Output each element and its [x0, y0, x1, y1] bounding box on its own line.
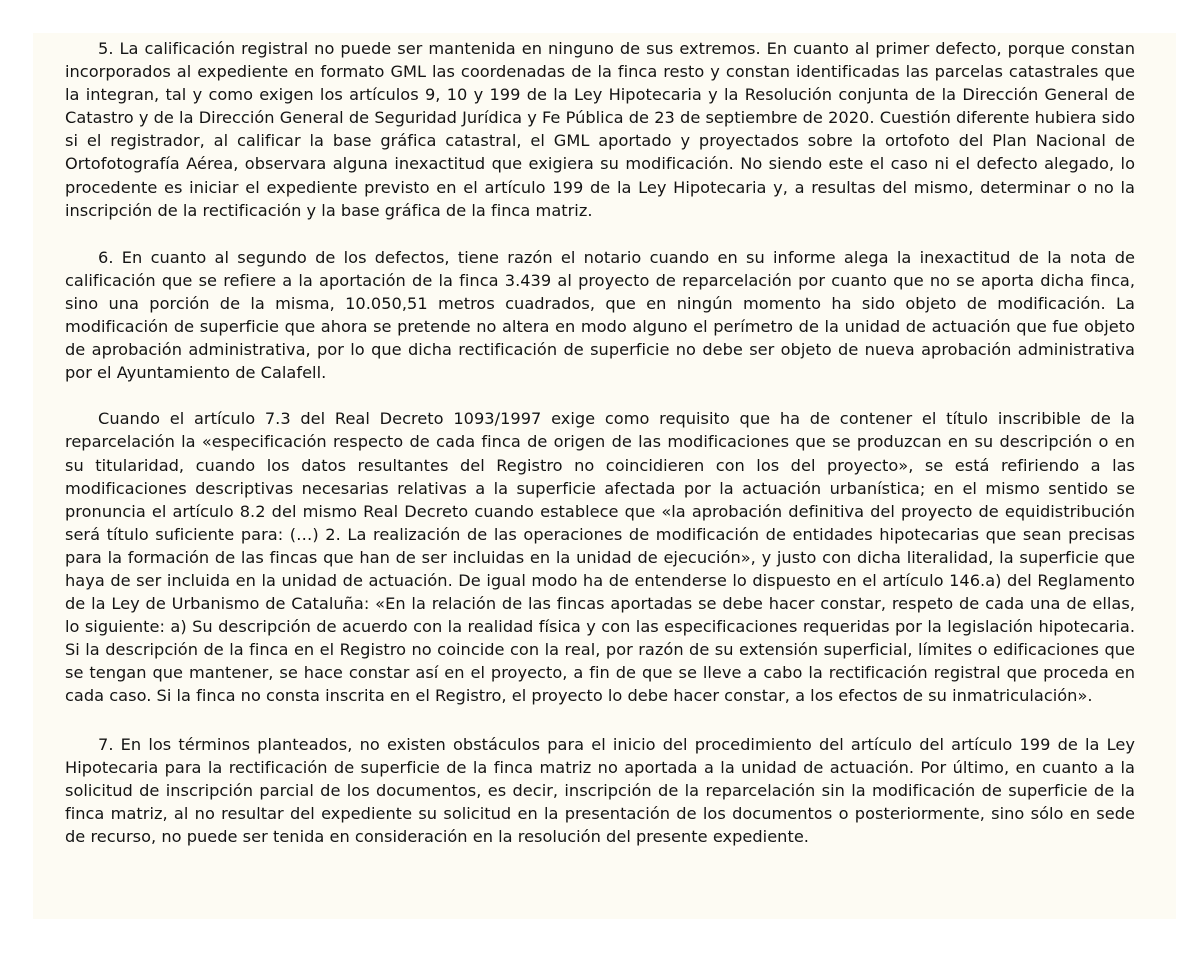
paragraph-spacer [65, 708, 1176, 733]
paragraph-6-continuation: Cuando el artículo 7.3 del Real Decreto 1093/1997 exige como requisito que ha de contener el título inscribible de la reparcelación la «especificación respecto de cada finca de origen de las modificaciones que se produzcan en su descripción o en su titularidad, cuando los datos resultantes del Registro no coincidieren con los del proyecto», se está refiriendo a las modificaciones descriptivas necesarias relativas a la superficie afectada por la actuación urbanística; en el mismo sentido se pronuncia el artículo 8.2 del mismo Real Decreto cuando establece que «la aprobación definitiva del proyecto de equidistribución será título suficiente para: (…) 2. La realización de las operaciones de modificación de entidades hipotecarias que sean precisas para la formación de las fincas que han de ser incluidas en la unidad de ejecución», y justo con dicha literalidad, la superficie que haya de ser incluida en la unidad de actuación. De igual modo ha de entenderse lo dispuesto en el artículo 146.a) del Reglamento de la Ley de Urbanismo de Cataluña: «En la relación de las fincas aportadas se debe hacer constar, respeto de cada una de ellas, lo siguiente: a) Su descripción de acuerdo con la realidad física y con las especificaciones requeridas por la legislación hipotecaria. Si la descripción de la finca en el Registro no coincide con la real, por razón de su extensión superficial, límites o edificaciones que se tengan que mantener, se hace constar así en el proyecto, a fin de que se lleve a cabo la rectificación registral que proceda en cada caso. Si la finca no consta inscrita en el Registro, el proyecto lo debe hacer constar, a los efectos de su inmatriculación». [65, 409, 1135, 706]
paragraph-spacer [65, 384, 1176, 407]
document-page [33, 33, 1176, 919]
paragraph-7: 7. En los términos planteados, no existen obstáculos para el inicio del procedimiento del artículo del artículo 199 de la Ley Hipotecaria para la rectificación de superficie de la finca matriz no aportada a la unidad de actuación. Por último, en cuanto a la solicitud de inscripción parcial de los documentos, es decir, inscripción de la reparcelación sin la modificación de superficie de la finca matriz, al no resultar del expediente su solicitud en la presentación de los documentos o posteriormente, sino sólo en sede de recurso, no puede ser tenida en consideración en la resolución del presente expediente. [65, 734, 1135, 846]
paragraph-6: 6. En cuanto al segundo de los defectos, tiene razón el notario cuando en su informe alega la inexactitud de la nota de calificación que se refiere a la aportación de la finca 3.439 al proyecto de reparcelación por cuanto que no se aporta dicha finca, sino una porción de la misma, 10.050,51 metros cuadrados, que en ningún momento ha sido objeto de modificación. La modificación de superficie que ahora se pretende no altera en modo alguno el perímetro de la unidad de actuación que fue objeto de aprobación administrativa, por lo que dicha rectificación de superficie no debe ser objeto de nueva aprobación administrativa por el Ayuntamiento de Calafell. [65, 247, 1135, 383]
paragraph-5: 5. La calificación registral no puede ser mantenida en ninguno de sus extremos. En cuanto al primer defecto, porque constan incorporados al expediente en formato GML las coordenadas de la finca resto y constan identificadas las parcelas catastrales que la integran, tal y como exigen los artículos 9, 10 y 199 de la Ley Hipotecaria y la Resolución conjunta de la Dirección General de Catastro y de la Dirección General de Seguridad Jurídica y Fe Pública de 23 de septiembre de 2020. Cuestión diferente hubiera sido si el registrador, al calificar la base gráfica catastral, el GML aportado y proyectados sobre la ortofoto del Plan Nacional de Ortofotografía Aérea, observara alguna inexactitud que exigiera su modificación. No siendo este el caso ni el defecto alegado, lo procedente es iniciar el expediente previsto en el artículo 199 de la Ley Hipotecaria y, a resultas del mismo, determinar o no la inscripción de la rectificación y la base gráfica de la finca matriz. [65, 39, 1135, 220]
paragraph-spacer [65, 222, 1176, 246]
